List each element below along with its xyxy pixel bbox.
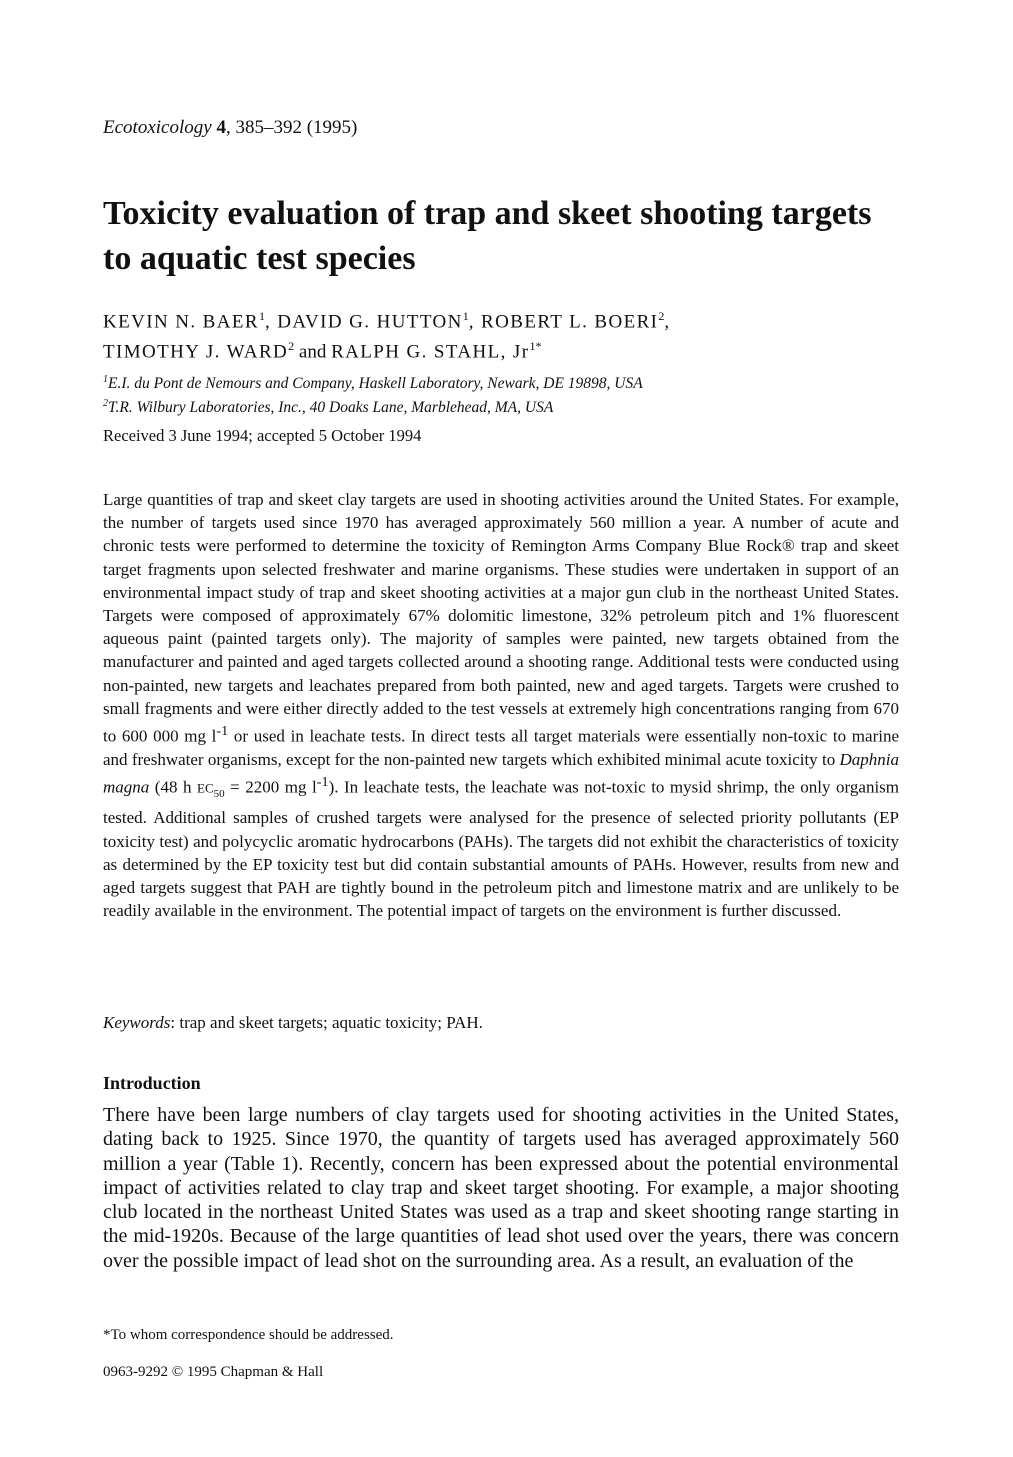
journal-citation: [103, 117, 357, 139]
author-name: KEVIN N. BAER: [103, 311, 259, 333]
affiliation-mark: 1: [103, 374, 108, 385]
author-conjunction: and: [294, 341, 332, 363]
author-name: RALPH G. STAHL, Jr: [331, 341, 530, 363]
article-title: Toxicity evaluation of trap and skeet shooting targets to aquatic test species: [103, 195, 872, 277]
journal-volume: 4: [216, 117, 226, 138]
affiliation-text: E.I. du Pont de Nemours and Company, Haskell Laboratory, Newark, DE 19898, USA: [108, 375, 643, 393]
keywords-label: Keywords: [103, 1013, 171, 1032]
affiliation-text: T.R. Wilbury Laboratories, Inc., 40 Doaks Lane, Marblehead, MA, USA: [108, 399, 554, 417]
received-dates: Received 3 June 1994; accepted 5 October 1994: [103, 426, 422, 445]
abstract-text: or used in leachate tests. In direct tests all target materials were essentially non-toxic to marine and freshwater organisms, except for the non-painted new targets which exhibited minimal acute toxicity to: [103, 726, 900, 769]
author-affiliation-mark: 2: [288, 339, 295, 354]
author-affiliation-mark: 2: [658, 309, 665, 323]
introduction-paragraph: There have been large numbers of clay targets used for shooting activities in the United States, dating back to 1925. Since 1970, the quantity of targets used has averaged approximately 560 million a year (Table 1). Recently, concern has been expressed about the potential environmental impact of activities related to clay trap and skeet target shooting. For example, a major shooting club located in the northeast United States was used as a trap and skeet shooting range starting in the mid-1920s. Because of the large quantities of lead shot used over the years, there was concern over the possible impact of lead shot on the surrounding area. As a result, an evaluation of the: [103, 1104, 899, 1272]
author-affiliation-mark: 1: [258, 309, 265, 323]
author-name: , ROBERT L. BOERI: [468, 311, 659, 333]
author-affiliation-mark: 1: [462, 309, 469, 323]
species-name: Daphnia magna: [103, 749, 899, 797]
affiliation-mark: 2: [103, 398, 108, 410]
journal-name: Ecotoxicology: [103, 117, 212, 138]
section-heading-introduction: Introduction: [103, 1073, 201, 1093]
author-name: , DAVID G. HUTTON: [264, 311, 463, 333]
unit-exponent: -1: [316, 774, 329, 791]
abstract: [103, 488, 899, 922]
affiliation-line: [103, 394, 899, 418]
affiliations: [103, 370, 899, 418]
journal-pages-year: , 385–392 (1995): [225, 117, 358, 138]
abstract-text: Large quantities of trap and skeet clay targets are used in shooting activities around the United States. For example, the number of targets used since 1970 has averaged approximately 560 million a year. A number of acute and chronic tests were performed to determine the toxicity of Remington Arms Company Blue Rock® trap and skeet target fragments upon selected freshwater and marine organisms. These studies were undertaken in support of an environmental impact study of trap and skeet shooting activities at a major gun club in the northeast United States. Targets were composed of approximately 67% dolomitic limestone, 32% petroleum pitch and 1% fluorescent aqueous paint (painted targets only). The majority of samples were painted, new targets obtained from the manufacturer and painted and aged targets collected around a shooting range. Additional tests were conducted using non-painted, new targets and leachates prepared from both painted, new and aged targets. Targets were crushed to small fragments and were either directly added to the test vessels at extremely high concentrations ranging from 670 to 600 000 mg l: [103, 490, 899, 746]
copyright-line: 0963-9292 © 1995 Chapman & Hall: [103, 1364, 324, 1380]
unit-exponent: -1: [216, 723, 229, 740]
affiliation-line: [103, 370, 899, 394]
author-separator: ,: [664, 311, 671, 333]
abstract-text: ). In leachate tests, the leachate was not-toxic to mysid shrimp, the only organism tested. Additional samples of crushed targets were analysed for the presence of selected priority pollutants (EP toxicity test) and polycyclic aromatic hydrocarbons (PAHs). The targets did not exhibit the characteristics of toxicity as determined by the EP toxicity test but did contain substantial amounts of PAHs. However, results from new and aged targets suggest that PAH are tightly bound in the petroleum pitch and limestone matrix and are unlikely to be readily available in the environment. The potential impact of targets on the environment is further discussed.: [103, 777, 900, 921]
author-name: TIMOTHY J. WARD: [103, 341, 289, 363]
correspondence-footnote: *To whom correspondence should be addressed.: [103, 1327, 394, 1343]
author-list: [103, 304, 899, 365]
ec-subscript: 50: [213, 788, 225, 801]
abstract-text: (48 h: [149, 777, 198, 797]
keywords-text: : trap and skeet targets; aquatic toxicity; PAH.: [170, 1013, 483, 1032]
abstract-text: = 2200 mg l: [224, 777, 317, 797]
ec-label: EC: [197, 780, 214, 796]
author-affiliation-mark: 1*: [529, 339, 542, 354]
keywords: [103, 1013, 483, 1033]
